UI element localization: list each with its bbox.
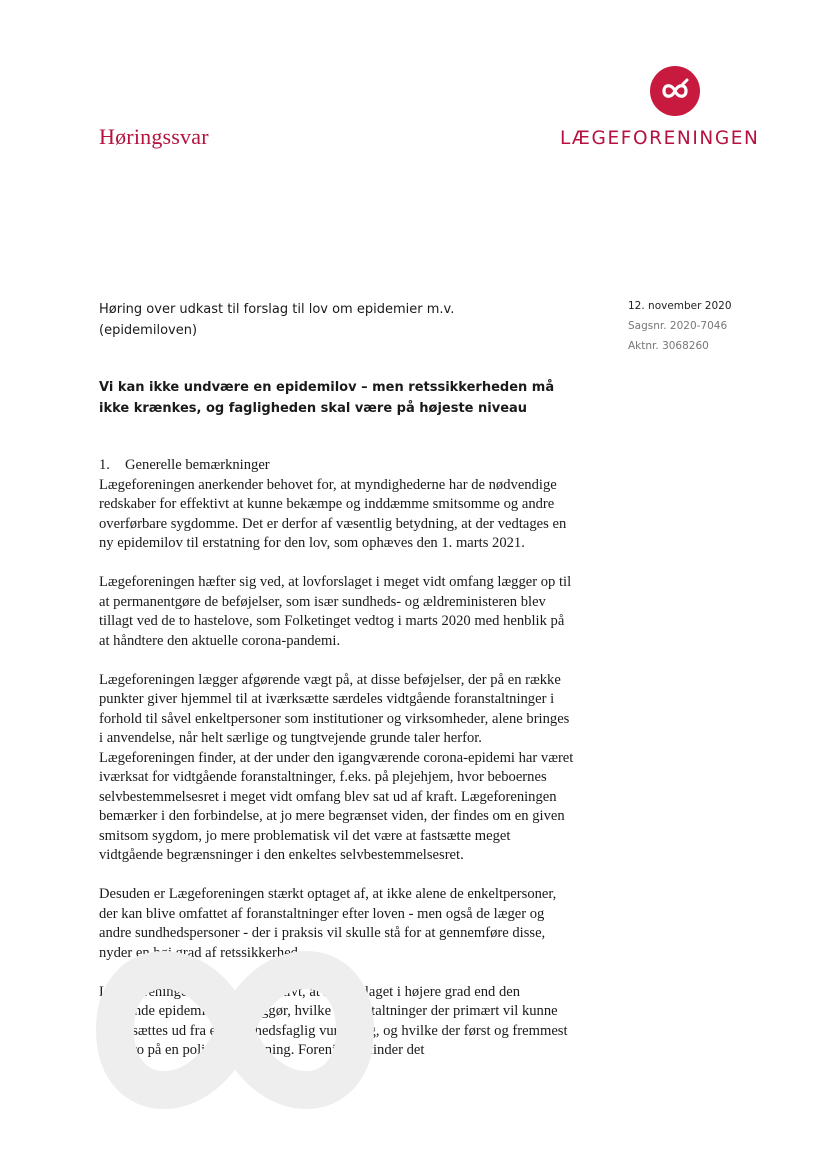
logo-icon xyxy=(650,66,700,116)
section-heading xyxy=(99,456,574,476)
document-number: Aktnr. 3068260 xyxy=(628,340,709,352)
watermark-logo-icon xyxy=(85,880,385,1150)
section-number: 1. xyxy=(99,457,110,473)
subject-line-1: Høring over udkast til forslag til lov om epidemier m.v. xyxy=(99,302,455,317)
document-meta xyxy=(628,296,768,356)
paragraph: Lægeforeningen finder det positivt, at lovforslaget i højere grad end den gældende epidemilov tydeliggør, hvilke foranstaltninger der primært vil kunne iværksættes ud fra en sundhedsfaglig vurdering, og hvilke der først og fremmest vil bero på en politisk beslutning. Foreningen finder det xyxy=(99,983,568,1058)
section-title: Generelle bemærkninger xyxy=(125,457,270,473)
subject-line-2: (epidemiloven) xyxy=(99,323,198,338)
paragraph: Lægeforeningen hæfter sig ved, at lovforslaget i meget vidt omfang lægger op til at permanentgøre de beføjelser, som især sundheds- og ældreministeren blev tillagt ved de to hastelove, som Folketinget vedtog i marts 2020 med henblik på at håndtere den aktuelle corona-pandemi. xyxy=(99,574,572,649)
brand-name: LÆGEFORENINGEN xyxy=(560,128,760,149)
headline: Vi kan ikke undvære en epidemilov – men retssikkerheden må ikke krænkes, og fagligheden skal være på højeste niveau xyxy=(99,380,555,416)
document-date: 12. november 2020 xyxy=(628,300,732,312)
paragraph: Desuden er Lægeforeningen stærkt optaget af, at ikke alene de enkeltpersoner, der kan blive omfattet af foranstaltninger efter loven - men også de læger og andre sundhedspersoner - der i praksis vil skulle stå for at gennemføre disse, nyder en høj grad af retssikkerhed. xyxy=(99,886,557,961)
paragraph: Lægeforeningen lægger afgørende vægt på, at disse beføjelser, der på en række punkter giver hjemmel til at iværksætte særdeles vidtgående foranstaltninger i forhold til såvel enkeltpersoner som institutioner og virksomheder, alene bringes i anvendelse, når helt særlige og tungtvejende grunde taler herfor. Lægeforeningen finder, at der under den igangværende corona-epidemi har været iværksat for vidtgående foranstaltninger, f.eks. på plejehjem, hvor beboernes selvbestemmelsesret i meget vidt omfang blev sat ud af kraft. Lægeforeningen bemærker i den forbindelse, at jo mere begrænset viden, der findes om en given smitsom sygdom, jo mere problematisk vil det være at fastsætte meget vidtgående begrænsninger i den enkeltes selvbestemmelsesret. xyxy=(99,671,574,863)
subject xyxy=(99,299,519,341)
document-type-label: Høringssvar xyxy=(99,124,209,149)
case-number: Sagsnr. 2020-7046 xyxy=(628,320,728,332)
paragraph: Lægeforeningen anerkender behovet for, at myndighederne har de nødvendige redskaber for effektivt at kunne bekæmpe og inddæmme smitsomme og andre overførbare sygdomme. Det er derfor af væsentlig betydning, at der vedtages en ny epidemilov til erstatning for den lov, som ophæves den 1. marts 2021. xyxy=(99,476,567,551)
